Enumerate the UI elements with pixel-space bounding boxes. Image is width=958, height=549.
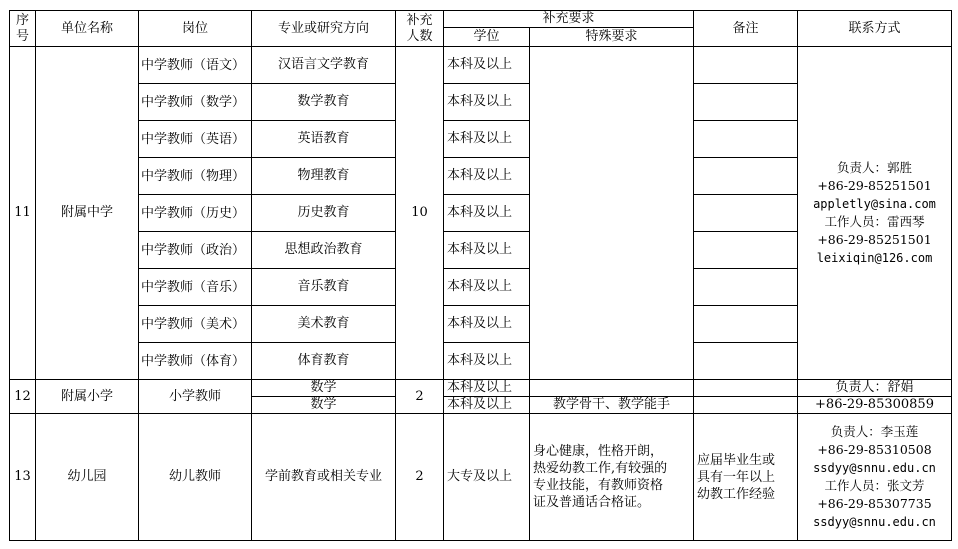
- header-count: 补充人数: [396, 11, 444, 47]
- position-cell: 中学教师（英语）: [139, 121, 252, 158]
- major-cell: 学前教育或相关专业: [252, 414, 396, 541]
- remark-line: 幼教工作经验: [697, 486, 776, 502]
- header-seq: 序号: [10, 11, 36, 47]
- degree-cell: 本科及以上: [444, 84, 530, 121]
- contact-cell: 负责人：舒娟: [798, 380, 952, 397]
- remark-line: 具有一年以上: [697, 469, 776, 485]
- table-row: [10, 47, 952, 84]
- position-cell: 中学教师（数学）: [139, 84, 252, 121]
- header-row-1: [10, 11, 952, 28]
- major-cell: 美术教育: [252, 306, 396, 343]
- unit-cell: 附属中学: [36, 47, 139, 380]
- table-row: [10, 414, 952, 541]
- count-cell: 10: [396, 47, 444, 380]
- position-cell: 中学教师（物理）: [139, 158, 252, 195]
- seq-cell: 11: [10, 47, 36, 380]
- position-cell: 中学教师（体育）: [139, 343, 252, 380]
- position-cell: 中学教师（美术）: [139, 306, 252, 343]
- header-remark: 备注: [694, 11, 798, 47]
- header-major: 专业或研究方向: [252, 11, 396, 47]
- remark-line: 应届毕业生或: [697, 452, 776, 468]
- remark-cell: [694, 306, 798, 343]
- position-cell: 中学教师（历史）: [139, 195, 252, 232]
- special-cell: [530, 414, 694, 541]
- major-cell: 体育教育: [252, 343, 396, 380]
- header-position: 岗位: [139, 11, 252, 47]
- major-cell: 数学: [252, 380, 396, 397]
- contact-cell: [798, 414, 952, 541]
- special-line: 热爱幼教工作,有较强的: [533, 461, 668, 476]
- remark-cell: [694, 380, 798, 397]
- special-cell: [530, 47, 694, 380]
- header-special: 特殊要求: [530, 28, 694, 47]
- degree-cell: 本科及以上: [444, 47, 530, 84]
- degree-cell: 本科及以上: [444, 397, 530, 414]
- degree-cell: 本科及以上: [444, 195, 530, 232]
- position-cell: 小学教师: [139, 380, 252, 414]
- remark-cell: [694, 121, 798, 158]
- seq-cell: 12: [10, 380, 36, 414]
- contact-line: 负责人：李玉莲: [830, 424, 919, 439]
- table-row: [10, 380, 952, 397]
- count-cell: 2: [396, 414, 444, 541]
- degree-cell: 本科及以上: [444, 306, 530, 343]
- contact-line: ssdyy@snnu.edu.cn: [813, 461, 936, 475]
- degree-cell: 本科及以上: [444, 269, 530, 306]
- remark-cell: [694, 195, 798, 232]
- remark-cell: [694, 158, 798, 195]
- position-cell: 中学教师（音乐）: [139, 269, 252, 306]
- recruitment-table: [9, 10, 952, 541]
- contact-cell: [798, 47, 952, 380]
- remark-cell: [694, 47, 798, 84]
- degree-cell: 本科及以上: [444, 158, 530, 195]
- contact-line: +86-29-85251501: [817, 178, 932, 193]
- special-line: 证及普通话合格证。: [533, 495, 651, 510]
- remark-cell: [694, 84, 798, 121]
- header-degree: 学位: [444, 28, 530, 47]
- header-contact: 联系方式: [798, 11, 952, 47]
- header-requirements: 补充要求: [444, 11, 694, 28]
- contact-cell: +86-29-85300859: [798, 397, 952, 414]
- major-cell: 物理教育: [252, 158, 396, 195]
- header-unit: 单位名称: [36, 11, 139, 47]
- degree-cell: 大专及以上: [444, 414, 530, 541]
- seq-cell: 13: [10, 414, 36, 541]
- major-cell: 英语教育: [252, 121, 396, 158]
- remark-cell: [694, 343, 798, 380]
- major-cell: 音乐教育: [252, 269, 396, 306]
- contact-line: 负责人：郭胜: [836, 160, 912, 175]
- contact-line: +86-29-85310508: [817, 442, 932, 457]
- remark-cell: [694, 397, 798, 414]
- special-cell: 教学骨干、教学能手: [530, 397, 694, 414]
- contact-line: +86-29-85251501: [817, 232, 932, 247]
- unit-cell: 附属小学: [36, 380, 139, 414]
- unit-cell: 幼儿园: [36, 414, 139, 541]
- degree-cell: 本科及以上: [444, 121, 530, 158]
- contact-line: 工作人员：张文芳: [824, 478, 925, 493]
- position-cell: 幼儿教师: [139, 414, 252, 541]
- degree-cell: 本科及以上: [444, 232, 530, 269]
- remark-cell: [694, 414, 798, 541]
- position-cell: 中学教师（政治）: [139, 232, 252, 269]
- remark-cell: [694, 269, 798, 306]
- position-cell: 中学教师（语文）: [139, 47, 252, 84]
- degree-cell: 本科及以上: [444, 343, 530, 380]
- degree-cell: 本科及以上: [444, 380, 530, 397]
- major-cell: 数学: [252, 397, 396, 414]
- remark-cell: [694, 232, 798, 269]
- special-line: 专业技能，有教师资格: [533, 478, 664, 493]
- contact-line: +86-29-85307735: [817, 496, 932, 511]
- special-line: 身心健康，性格开朗，: [533, 444, 664, 459]
- contact-line: leixiqin@126.com: [816, 251, 933, 265]
- major-cell: 汉语言文学教育: [252, 47, 396, 84]
- count-cell: 2: [396, 380, 444, 414]
- contact-line: ssdyy@snnu.edu.cn: [813, 515, 936, 529]
- major-cell: 历史教育: [252, 195, 396, 232]
- contact-line: 工作人员：雷西琴: [824, 214, 925, 229]
- contact-line: appletly@sina.com: [813, 197, 936, 211]
- special-cell: [530, 380, 694, 397]
- major-cell: 思想政治教育: [252, 232, 396, 269]
- major-cell: 数学教育: [252, 84, 396, 121]
